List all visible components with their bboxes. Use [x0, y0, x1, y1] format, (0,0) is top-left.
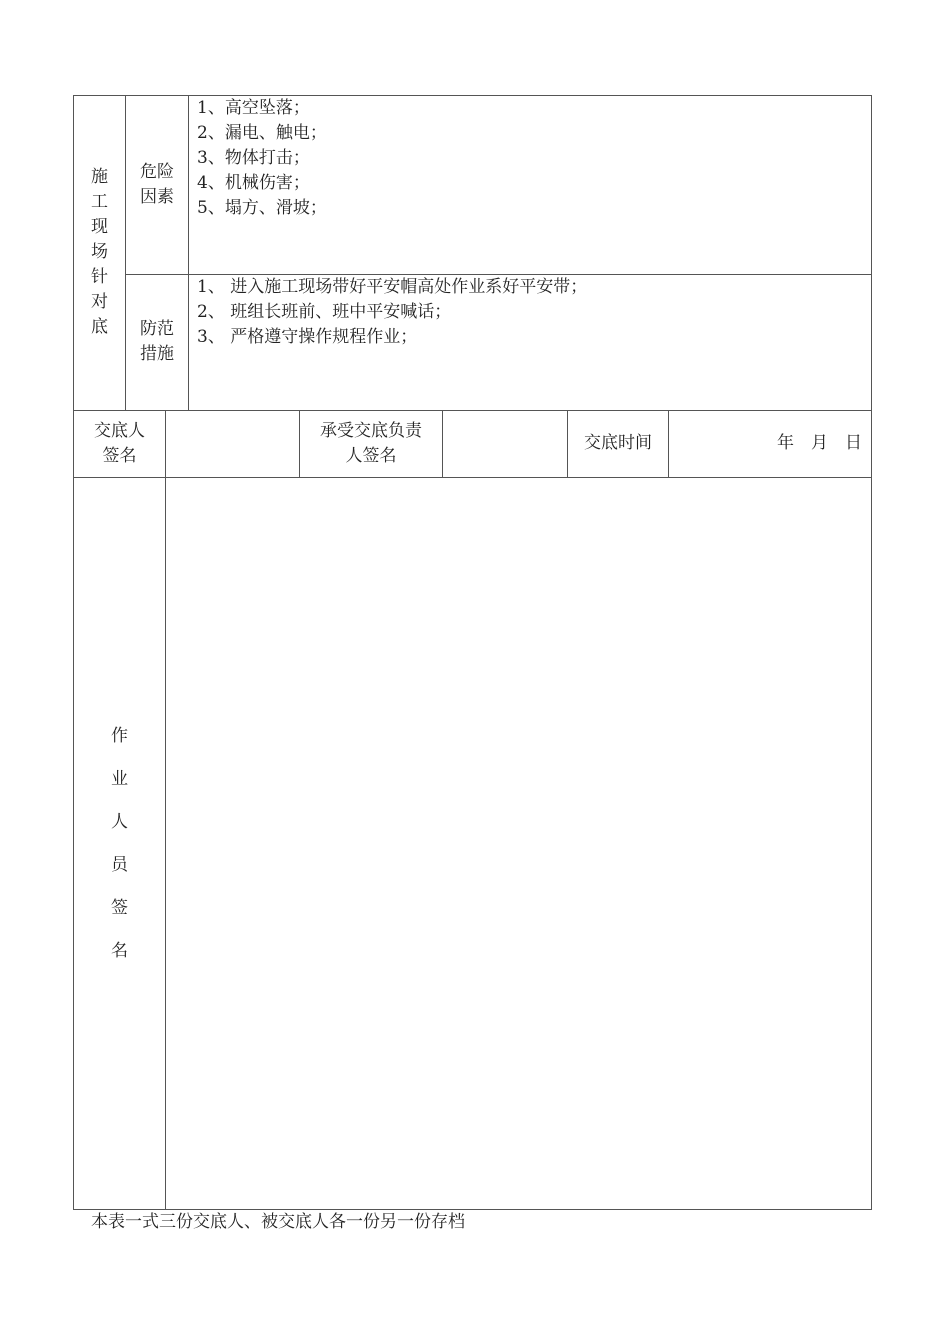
recipient-signature-label	[300, 419, 442, 469]
workers-label-char: 名	[111, 941, 128, 961]
workers-label-char: 人	[111, 812, 128, 832]
recipient-label-line: 人签名	[345, 446, 397, 466]
footer-note: 本表一式三份交底人、被交底人各一份另一份存档	[91, 1212, 465, 1232]
hazards-label-line: 危险	[140, 162, 174, 182]
section-title-char: 底	[91, 317, 108, 337]
table-border-top	[73, 95, 872, 96]
table-border-right	[871, 95, 872, 1210]
measure-item: 2、 班组长班前、班中平安喊话；	[197, 302, 452, 322]
workers-label-char: 员	[111, 855, 128, 875]
presenter-label-line: 签名	[102, 446, 137, 466]
workers-label-char: 签	[111, 898, 128, 918]
section-title-char: 现	[91, 217, 108, 237]
col-divider-label	[188, 95, 189, 411]
recipient-label-line: 承受交底负责	[320, 421, 422, 441]
date-field[interactable]: 年 月 日	[777, 433, 862, 453]
workers-signature-area[interactable]	[166, 478, 871, 1209]
hazards-list	[197, 96, 327, 221]
workers-label-char: 业	[111, 769, 128, 789]
presentation-time-label: 交底时间	[584, 433, 652, 453]
hazard-item: 3、物体打击；	[197, 148, 310, 168]
section-title	[74, 165, 125, 340]
workers-signature-label	[74, 715, 165, 973]
section-title-char: 场	[91, 242, 108, 262]
hazard-item: 5、塌方、滑坡；	[197, 198, 327, 218]
section-title-char: 工	[91, 192, 108, 212]
section-title-char: 针	[91, 267, 108, 287]
measures-list	[197, 275, 587, 350]
measures-label-line: 防范	[140, 319, 174, 339]
workers-label-char: 作	[111, 726, 128, 746]
presenter-signature-label	[74, 419, 165, 469]
section-title-char: 施	[91, 167, 108, 187]
hazards-label-line: 因素	[140, 187, 174, 207]
section-title-char: 对	[91, 292, 108, 312]
hazard-item: 2、漏电、触电；	[197, 123, 327, 143]
hazard-item: 1、高空坠落；	[197, 98, 310, 118]
hazard-item: 4、机械伤害；	[197, 173, 310, 193]
measures-label	[126, 317, 188, 367]
presenter-signature-field[interactable]	[166, 411, 299, 477]
presenter-label-line: 交底人	[94, 421, 145, 441]
recipient-signature-field[interactable]	[443, 411, 567, 477]
measure-item: 1、 进入施工现场带好平安帽高处作业系好平安带；	[197, 277, 588, 297]
hazards-label	[126, 160, 188, 210]
measures-label-line: 措施	[140, 344, 174, 364]
measure-item: 3、 严格遵守操作规程作业；	[197, 327, 418, 347]
